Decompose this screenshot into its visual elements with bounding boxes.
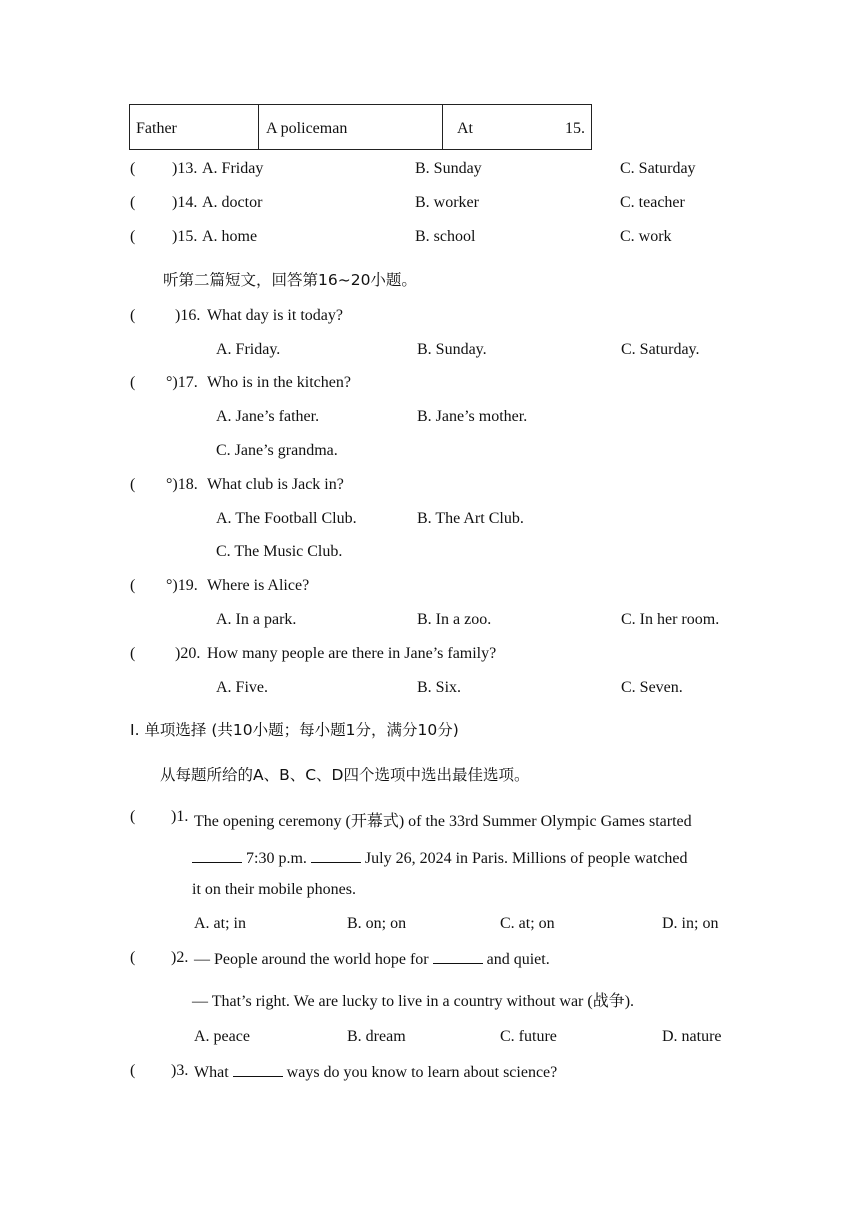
option-b: B. Six. <box>417 679 462 696</box>
question-number: )1. <box>171 808 189 825</box>
passage-instruction: 听第二篇短文，回答第16~20小题。 <box>163 271 417 289</box>
option-b: B. Jane’s mother. <box>417 408 528 425</box>
option-c: C. In her room. <box>621 611 720 628</box>
question-text <box>194 1062 557 1082</box>
option-a: A. at; in <box>194 915 246 932</box>
question-number: )2. <box>171 949 189 966</box>
question-number: )16. <box>175 307 201 324</box>
option-b: B. dream <box>347 1028 406 1045</box>
answer-paren: ( <box>130 160 136 177</box>
option-b: B. The Art Club. <box>417 510 524 527</box>
option-d: D. in; on <box>662 915 719 932</box>
answer-paren: ( <box>130 307 136 324</box>
option-c: C. Saturday. <box>621 341 700 358</box>
option-a: A. home <box>202 228 258 245</box>
option-b: B. Sunday <box>415 160 482 177</box>
question-text-part: 7:30 p.m. <box>246 850 307 867</box>
question-number: )13. <box>172 160 198 177</box>
answer-paren: ( <box>130 645 136 662</box>
question-number: °)19. <box>166 577 198 594</box>
table-cell-blank-number: 15. <box>565 120 585 137</box>
option-a: A. Five. <box>216 679 268 696</box>
option-d: D. nature <box>662 1028 722 1045</box>
table-cell: A policeman <box>266 120 348 137</box>
question-text: What day is it today? <box>207 307 343 324</box>
option-c: C. teacher <box>620 194 685 211</box>
option-c: C. work <box>620 228 672 245</box>
option-c: C. Jane’s grandma. <box>216 442 338 459</box>
answer-blank <box>192 848 242 863</box>
question-number: °)18. <box>166 476 198 493</box>
answer-paren: ( <box>130 228 136 245</box>
question-text-part: ways do you know to learn about science? <box>286 1064 558 1081</box>
answer-paren: ( <box>130 1062 136 1079</box>
question-number: )14. <box>172 194 198 211</box>
table-cell: Father <box>136 120 177 137</box>
option-a: A. In a park. <box>216 611 297 628</box>
question-text: What club is Jack in? <box>207 476 344 493</box>
table-divider <box>258 105 259 149</box>
section-instruction: 从每题所给的A、B、C、D四个选项中选出最佳选项。 <box>160 766 530 784</box>
option-b: B. Sunday. <box>417 341 487 358</box>
answer-blank <box>311 848 361 863</box>
question-number: °)17. <box>166 374 198 391</box>
option-a: A. The Football Club. <box>216 510 357 527</box>
option-b: B. on; on <box>347 915 407 932</box>
answer-paren: ( <box>130 194 136 211</box>
option-c: C. Saturday <box>620 160 696 177</box>
question-text-part: — People around the world hope for <box>194 951 429 968</box>
question-text-part: What <box>194 1064 229 1081</box>
question-number: )15. <box>172 228 198 245</box>
option-a: A. peace <box>194 1028 250 1045</box>
option-c: C. future <box>500 1028 557 1045</box>
question-number: )20. <box>175 645 201 662</box>
question-text: — That’s right. We are lucky to live in a country without war (战争). <box>192 993 635 1010</box>
table-divider <box>442 105 443 149</box>
question-text: The opening ceremony (开幕式) of the 33rd Summer Olympic Games started <box>194 813 692 830</box>
option-a: A. Friday <box>202 160 264 177</box>
option-b: B. worker <box>415 194 479 211</box>
question-text: it on their mobile phones. <box>192 881 356 898</box>
info-table <box>129 104 592 150</box>
option-b: B. In a zoo. <box>417 611 492 628</box>
option-c: C. The Music Club. <box>216 543 343 560</box>
question-number: )3. <box>171 1062 189 1079</box>
option-a: A. Jane’s father. <box>216 408 320 425</box>
question-text: Where is Alice? <box>207 577 310 594</box>
option-c: C. Seven. <box>621 679 683 696</box>
option-a: A. doctor <box>202 194 263 211</box>
answer-paren: ( <box>130 476 136 493</box>
question-text <box>192 848 688 868</box>
question-text-part: July 26, 2024 in Paris. Millions of people watched <box>364 850 688 867</box>
question-text: Who is in the kitchen? <box>207 374 351 391</box>
answer-blank <box>433 949 483 964</box>
option-b: B. school <box>415 228 476 245</box>
section-title: I. 单项选择 (共10小题；每小题1分，满分10分) <box>130 721 459 739</box>
question-text <box>194 949 550 969</box>
answer-blank <box>233 1062 283 1077</box>
answer-paren: ( <box>130 808 136 825</box>
answer-paren: ( <box>130 949 136 966</box>
answer-paren: ( <box>130 577 136 594</box>
option-c: C. at; on <box>500 915 555 932</box>
option-a: A. Friday. <box>216 341 281 358</box>
table-cell: At <box>457 120 473 137</box>
question-text: How many people are there in Jane’s family? <box>207 645 497 662</box>
answer-paren: ( <box>130 374 136 391</box>
question-text-part: and quiet. <box>486 951 550 968</box>
